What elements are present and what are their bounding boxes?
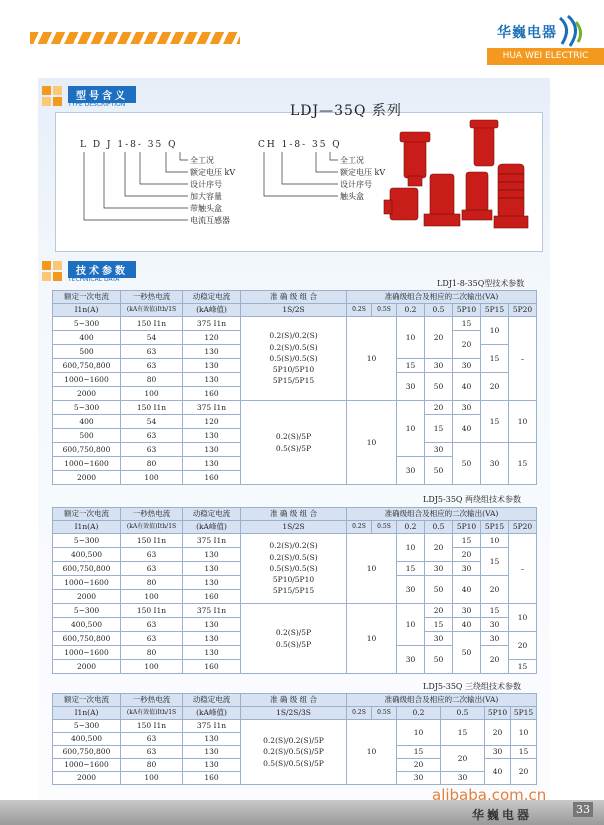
cell: 30 xyxy=(397,772,441,785)
th: 0.5 xyxy=(425,304,453,317)
cell: 30 xyxy=(397,457,425,485)
cell: 400,500 xyxy=(53,618,121,632)
cell: 30 xyxy=(453,401,481,415)
spec-table-1 xyxy=(52,290,537,485)
model-code: CH 1-8- 35 Q xyxy=(258,140,342,150)
cell: 5~300 xyxy=(53,534,121,548)
cell: 30 xyxy=(453,604,481,618)
cell: 50 xyxy=(425,373,453,401)
cell: 15 xyxy=(481,401,509,443)
cell: 2000 xyxy=(53,660,121,674)
cell: 80 xyxy=(121,646,183,660)
th: 0.5S xyxy=(372,304,397,317)
cell: 15 xyxy=(509,660,537,674)
cell: 20 xyxy=(425,604,453,618)
cell: 130 xyxy=(183,646,241,660)
cell: 600,750,800 xyxy=(53,562,121,576)
cell: 15 xyxy=(453,534,481,548)
cell: 1000~1600 xyxy=(53,576,121,590)
cell: 63 xyxy=(121,359,183,373)
th: 一秒热电流 xyxy=(121,508,183,521)
th: 0.5 xyxy=(425,521,453,534)
label: 设计序号 xyxy=(190,180,222,189)
th: (kA峰值) xyxy=(183,304,241,317)
product-photos xyxy=(380,118,540,246)
cell: 130 xyxy=(183,345,241,359)
th: 5P10 xyxy=(453,521,481,534)
cell: 20 xyxy=(481,576,509,604)
cell: 150 I1n xyxy=(121,534,183,548)
cell: 15 xyxy=(481,548,509,576)
brand-name-cn: 华巍电器 xyxy=(497,25,557,41)
cell: 15 xyxy=(481,345,509,373)
section-title-cn: 型号含义 xyxy=(68,86,136,103)
cell: 5~300 xyxy=(53,604,121,618)
cell: 130 xyxy=(183,746,241,759)
cell: 400 xyxy=(53,331,121,345)
cell: 63 xyxy=(121,548,183,562)
cell: 150 I1n xyxy=(121,720,183,733)
cell: 130 xyxy=(183,457,241,471)
cell: 10 xyxy=(347,720,397,785)
cell: 15 xyxy=(397,359,425,373)
cell: 400,500 xyxy=(53,733,121,746)
th: 0.5S xyxy=(372,707,397,720)
cell: 30 xyxy=(397,576,425,604)
th: 5P10 xyxy=(453,304,481,317)
brand-logo-icon xyxy=(556,14,584,48)
th: 5P15 xyxy=(481,304,509,317)
cell: 2000 xyxy=(53,471,121,485)
cell: 1000~1600 xyxy=(53,457,121,471)
cell: 600,750,800 xyxy=(53,359,121,373)
cell: 20 xyxy=(485,720,511,746)
cell: 15 xyxy=(509,443,537,485)
th: 准确级组合及相应的二次输出(VA) xyxy=(347,508,537,521)
cell: 63 xyxy=(121,618,183,632)
cell: 40 xyxy=(453,415,481,443)
cell: 15 xyxy=(425,618,453,632)
cell: 375 I1n xyxy=(183,534,241,548)
cell: 15 xyxy=(481,604,509,618)
cell: 30 xyxy=(441,772,485,785)
cell: 15 xyxy=(511,746,537,759)
header-stripes xyxy=(30,32,240,44)
cell: 20 xyxy=(453,548,481,562)
cell: 63 xyxy=(121,632,183,646)
cell: 15 xyxy=(441,720,485,746)
cell: 5~300 xyxy=(53,401,121,415)
footer-brand: 华巍电器 xyxy=(472,808,533,822)
cell: 160 xyxy=(183,772,241,785)
cell: 600,750,800 xyxy=(53,746,121,759)
cell: 120 xyxy=(183,415,241,429)
cell: 63 xyxy=(121,746,183,759)
cell: 100 xyxy=(121,660,183,674)
th: (kA有效值)Ith/1S xyxy=(121,707,183,720)
cell: 30 xyxy=(425,562,453,576)
th: 额定一次电流 xyxy=(53,291,121,304)
cell: 40 xyxy=(453,618,481,632)
th: 准 确 级 组 合 xyxy=(241,291,347,304)
cell: 600,750,800 xyxy=(53,443,121,457)
table-caption: LDJ1-8-35Q型技术参数 xyxy=(437,279,525,288)
th: 5P10 xyxy=(485,707,511,720)
cell: 130 xyxy=(183,759,241,772)
cell: 400,500 xyxy=(53,548,121,562)
cell: 500 xyxy=(53,345,121,359)
combo-cell: 0.2(S)/0.2(S) 0.2(S)/0.5(S) 0.5(S)/0.5(S) 5P10/5P10 5P15/5P15 xyxy=(241,317,347,401)
th: (kA峰值) xyxy=(183,707,241,720)
label: 电流互感器 xyxy=(190,216,230,225)
th: 动稳定电流 xyxy=(183,694,241,707)
cell: 80 xyxy=(121,373,183,387)
cell: 54 xyxy=(121,331,183,345)
th: 0.2S xyxy=(347,521,372,534)
cell: 10 xyxy=(397,401,425,457)
label: 全工况 xyxy=(190,156,214,165)
cell: 10 xyxy=(509,401,537,443)
cell: 30 xyxy=(397,373,425,401)
combo-cell: 0.2(S)/0.2(S)/5P 0.2(S)/0.5(S)/5P 0.5(S)/0.5(S)/5P xyxy=(241,720,347,785)
cell: 100 xyxy=(121,387,183,401)
th: 0.2S xyxy=(347,304,372,317)
cell: 130 xyxy=(183,373,241,387)
th: 一秒热电流 xyxy=(121,694,183,707)
th: 准确级组合及相应的二次输出(VA) xyxy=(347,694,537,707)
cell: 30 xyxy=(453,562,481,576)
cell: 100 xyxy=(121,471,183,485)
cell: 160 xyxy=(183,471,241,485)
cell: 20 xyxy=(425,401,453,415)
th: 动稳定电流 xyxy=(183,508,241,521)
cell: 15 xyxy=(453,317,481,331)
combo-cell: 0.2(S)/0.2(S) 0.2(S)/0.5(S) 0.5(S)/0.5(S) 5P10/5P10 5P15/5P15 xyxy=(241,534,347,604)
cell: 130 xyxy=(183,576,241,590)
section-type-description xyxy=(42,86,162,110)
table-row xyxy=(53,604,537,618)
cell: 130 xyxy=(183,632,241,646)
th: I1n(A) xyxy=(53,304,121,317)
cell: 20 xyxy=(481,646,509,674)
checker-icon xyxy=(42,86,64,108)
section-title-en: TECHNICAL DATA xyxy=(68,276,120,283)
cell: 10 xyxy=(481,534,509,548)
th: 0.2 xyxy=(397,304,425,317)
table-row xyxy=(53,534,537,548)
th: 5P20 xyxy=(509,304,537,317)
cell: 30 xyxy=(397,646,425,674)
brand-name-en: HUA WEI ELECTRIC xyxy=(487,48,604,65)
spec-table-2 xyxy=(52,507,537,674)
cell: 10 xyxy=(347,317,397,401)
th: (kA有效值)Ith/1S xyxy=(121,521,183,534)
cell: 10 xyxy=(397,534,425,562)
series-title: LDJ—35Q 系列 xyxy=(290,103,402,119)
th: (kA有效值)Ith/1S xyxy=(121,304,183,317)
cell: 63 xyxy=(121,562,183,576)
cell: 20 xyxy=(397,759,441,772)
cell: 10 xyxy=(397,720,441,746)
cell: 30 xyxy=(485,746,511,759)
label: 全工况 xyxy=(340,156,364,165)
th: 5P20 xyxy=(509,521,537,534)
th: 0.2S xyxy=(347,707,372,720)
cell: 10 xyxy=(347,604,397,674)
combo-cell: 0.2(S)/5P 0.5(S)/5P xyxy=(241,604,347,674)
cell: 80 xyxy=(121,576,183,590)
th: I1n(A) xyxy=(53,707,121,720)
th: 准 确 级 组 合 xyxy=(241,508,347,521)
cell: 20 xyxy=(511,759,537,785)
th: 0.2 xyxy=(397,521,425,534)
th: 0.5S xyxy=(372,521,397,534)
cell: 130 xyxy=(183,733,241,746)
cell: 1000~1600 xyxy=(53,759,121,772)
checker-icon xyxy=(42,261,64,283)
cell: 600,750,800 xyxy=(53,632,121,646)
cell: 10 xyxy=(511,720,537,746)
cell: 15 xyxy=(425,415,453,443)
cell: 15 xyxy=(397,746,441,759)
cell: 10 xyxy=(397,317,425,359)
watermark: alibaba.com.cn xyxy=(432,786,547,804)
cell: – xyxy=(509,534,537,604)
cell: 30 xyxy=(425,443,453,457)
cell: 20 xyxy=(453,331,481,359)
cell: 30 xyxy=(453,359,481,373)
cell: 2000 xyxy=(53,387,121,401)
cell: 63 xyxy=(121,345,183,359)
th: I1n(A) xyxy=(53,521,121,534)
cell: 5~300 xyxy=(53,317,121,331)
cell: 10 xyxy=(347,534,397,604)
cell: 400 xyxy=(53,415,121,429)
section-title-cn: 技术参数 xyxy=(68,261,136,278)
spec-table-3 xyxy=(52,693,537,785)
cell: 10 xyxy=(347,401,397,485)
label: 触头盒 xyxy=(340,192,364,201)
cell: – xyxy=(509,317,537,401)
section-title-en: TYPE DESCRIPTION xyxy=(68,101,126,108)
cell: 150 I1n xyxy=(121,401,183,415)
cell: 375 I1n xyxy=(183,604,241,618)
th: 0.2 xyxy=(397,707,441,720)
th: 0.5 xyxy=(441,707,485,720)
cell: 130 xyxy=(183,359,241,373)
th: 1S/2S xyxy=(241,304,347,317)
cell: 100 xyxy=(121,772,183,785)
cell: 63 xyxy=(121,443,183,457)
cell: 30 xyxy=(481,632,509,646)
th: 额定一次电流 xyxy=(53,508,121,521)
cell: 2000 xyxy=(53,590,121,604)
cell: 40 xyxy=(453,576,481,604)
cell: 15 xyxy=(397,562,425,576)
cell: 160 xyxy=(183,387,241,401)
cell: 20 xyxy=(441,746,485,772)
cell: 120 xyxy=(183,331,241,345)
cell: 30 xyxy=(425,632,453,646)
cell: 40 xyxy=(485,759,511,785)
label: 带触头盒 xyxy=(190,204,222,213)
cell: 375 I1n xyxy=(183,720,241,733)
label: 额定电压 kV xyxy=(190,168,236,177)
table-row xyxy=(53,317,537,331)
cell: 5~300 xyxy=(53,720,121,733)
section-technical-data xyxy=(42,261,162,285)
cell: 40 xyxy=(453,373,481,401)
cell: 375 I1n xyxy=(183,317,241,331)
diagram-left xyxy=(80,140,250,230)
cell: 150 I1n xyxy=(121,317,183,331)
cell: 1000~1600 xyxy=(53,373,121,387)
cell: 160 xyxy=(183,590,241,604)
diagram-right xyxy=(258,140,388,210)
cell: 20 xyxy=(425,317,453,359)
cell: 30 xyxy=(481,618,509,632)
cell: 1000~1600 xyxy=(53,646,121,660)
cell: 10 xyxy=(481,317,509,345)
cell: 80 xyxy=(121,759,183,772)
cell: 375 I1n xyxy=(183,401,241,415)
th: (kA峰值) xyxy=(183,521,241,534)
cell: 20 xyxy=(481,373,509,401)
cell: 20 xyxy=(509,632,537,660)
cell: 130 xyxy=(183,548,241,562)
cell: 150 I1n xyxy=(121,604,183,618)
th: 1S/2S xyxy=(241,521,347,534)
cell: 50 xyxy=(425,646,453,674)
table-row xyxy=(53,720,537,733)
cell: 63 xyxy=(121,429,183,443)
th: 一秒热电流 xyxy=(121,291,183,304)
cell: 130 xyxy=(183,429,241,443)
cell: 20 xyxy=(425,534,453,562)
cell: 50 xyxy=(425,576,453,604)
cell: 160 xyxy=(183,660,241,674)
label: 额定电压 kV xyxy=(340,168,386,177)
cell: 30 xyxy=(425,359,453,373)
cell: 50 xyxy=(425,457,453,485)
cell: 10 xyxy=(397,604,425,646)
table-caption: LDJ5-35Q 三绕组技术参数 xyxy=(423,682,522,691)
cell: 50 xyxy=(453,443,481,485)
cell: 63 xyxy=(121,733,183,746)
cell: 10 xyxy=(509,604,537,632)
th: 5P15 xyxy=(481,521,509,534)
table-caption: LDJ5-35Q 两绕组技术参数 xyxy=(423,495,522,504)
cell: 2000 xyxy=(53,772,121,785)
cell: 100 xyxy=(121,590,183,604)
cell: 500 xyxy=(53,429,121,443)
th: 5P15 xyxy=(511,707,537,720)
page-number: 33 xyxy=(573,802,593,817)
table-row xyxy=(53,401,537,415)
cell: 130 xyxy=(183,562,241,576)
th: 准 确 级 组 合 xyxy=(241,694,347,707)
cell: 130 xyxy=(183,443,241,457)
model-code: L D J 1-8- 35 Q xyxy=(80,140,178,150)
cell: 80 xyxy=(121,457,183,471)
label: 加大容量 xyxy=(190,192,222,201)
th: 额定一次电流 xyxy=(53,694,121,707)
th: 动稳定电流 xyxy=(183,291,241,304)
th: 准确级组合及相应的二次输出(VA) xyxy=(347,291,537,304)
cell: 50 xyxy=(453,632,481,674)
label: 设计序号 xyxy=(340,180,372,189)
th: 1S/2S/3S xyxy=(241,707,347,720)
cell: 130 xyxy=(183,618,241,632)
combo-cell: 0.2(S)/5P 0.5(S)/5P xyxy=(241,401,347,485)
cell: 54 xyxy=(121,415,183,429)
cell: 30 xyxy=(481,443,509,485)
